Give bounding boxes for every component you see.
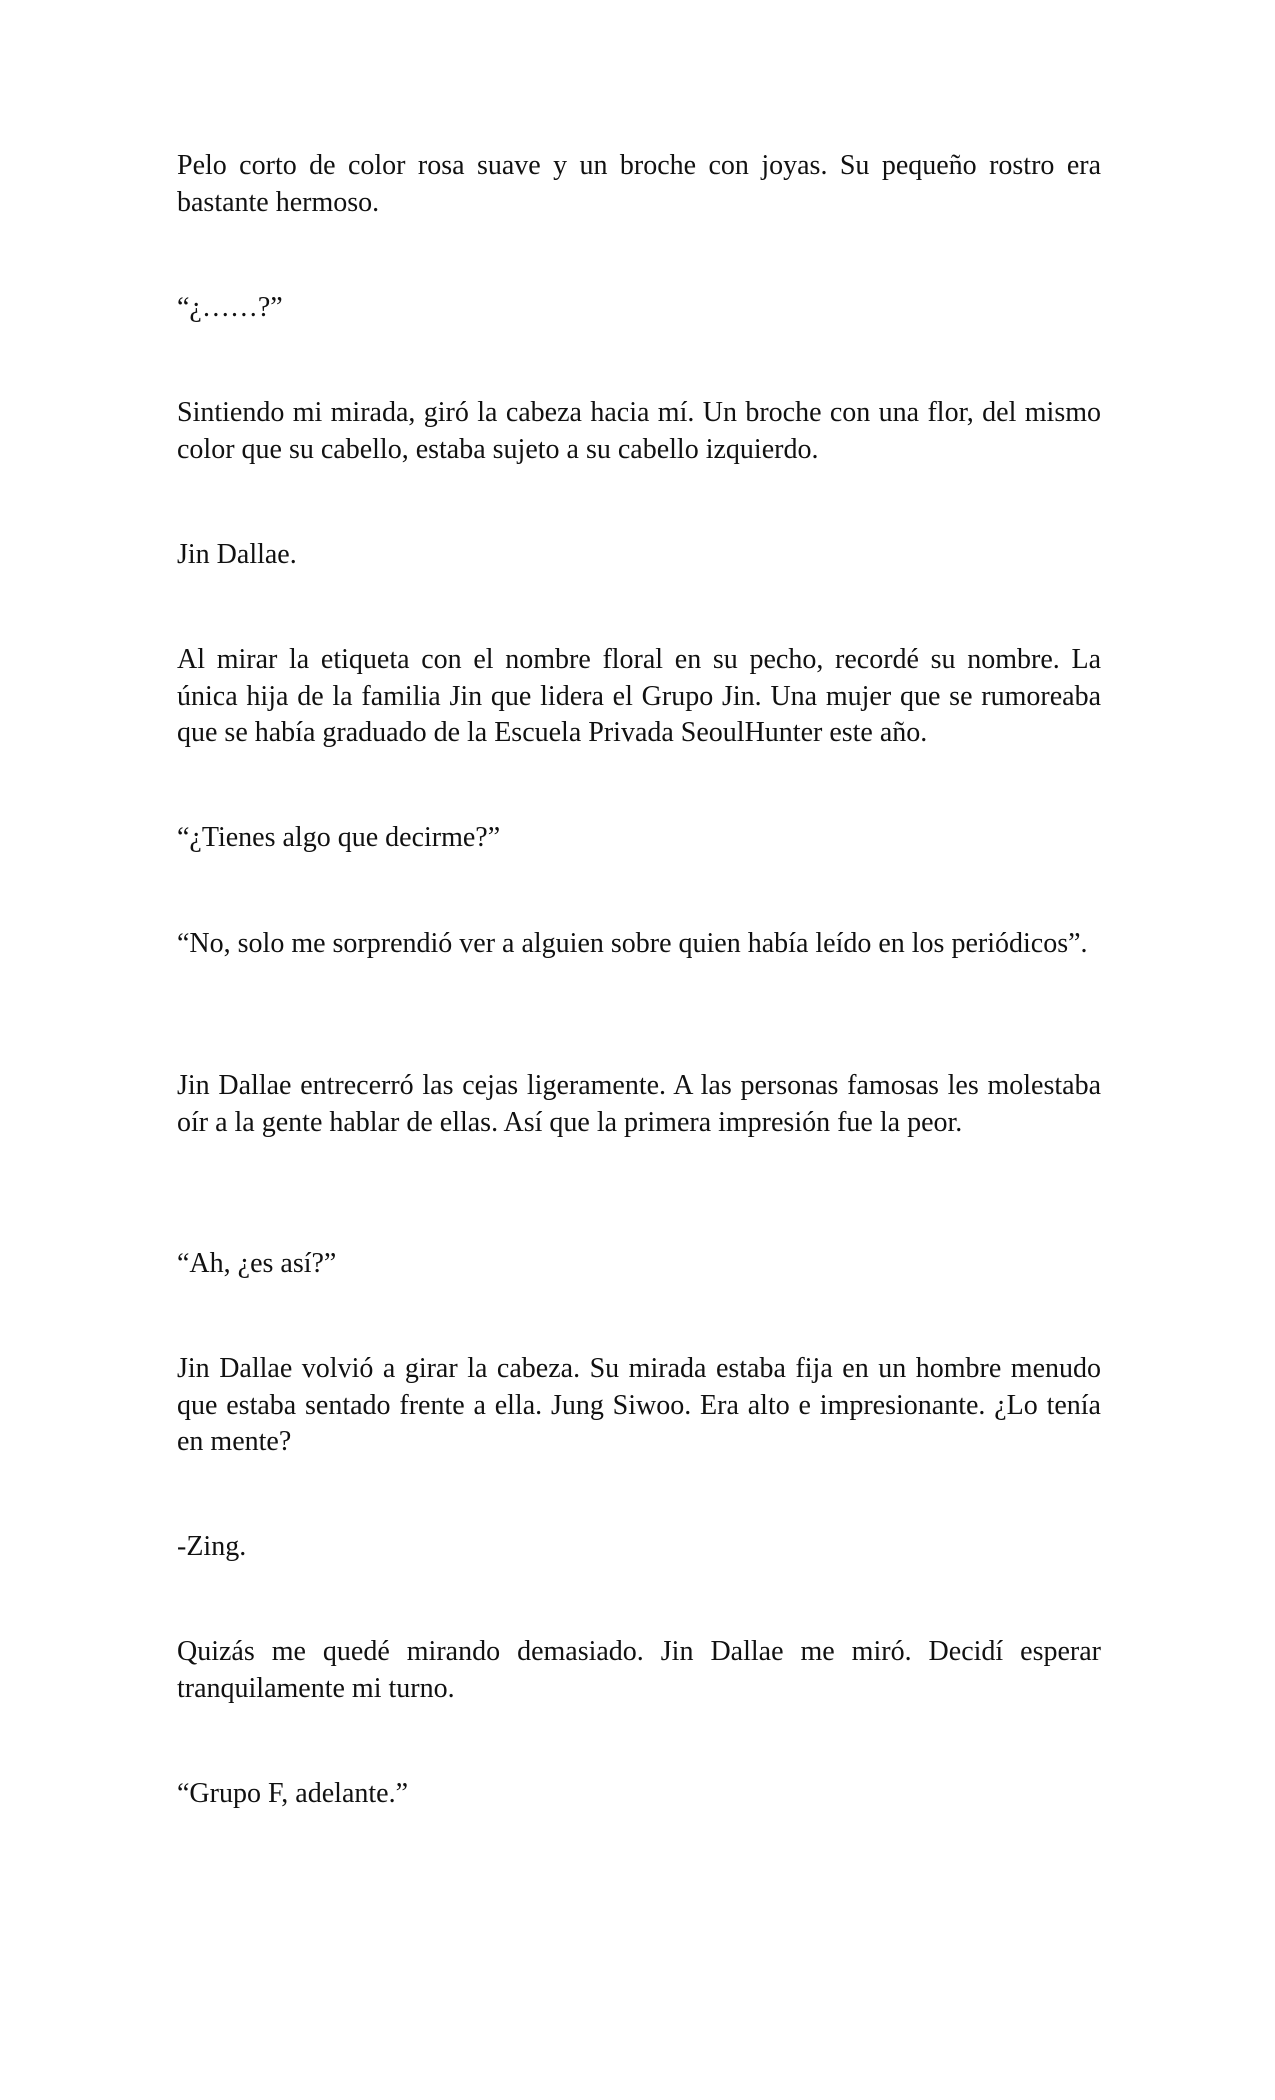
paragraph: Sintiendo mi mirada, giró la cabeza hacia mí. Un broche con una flor, del mismo color que su cabello, estaba sujeto a su cabello izquierdo. [177,397,1101,465]
paragraph: Jin Dallae. [177,539,297,570]
paragraph: Jin Dallae volvió a girar la cabeza. Su mirada estaba fija en un hombre menudo que estaba sentado frente a ella. Jung Siwoo. Era alto e impresionante. ¿Lo tenía en mente? [177,1353,1101,1457]
dialogue-line: “No, solo me sorprendió ver a alguien sobre quien había leído en los periódicos”. [177,928,1088,959]
paragraph: Quizás me quedé mirando demasiado. Jin Dallae me miró. Decidí esperar tranquilamente mi turno. [177,1636,1101,1704]
paragraph: Al mirar la etiqueta con el nombre floral en su pecho, recordé su nombre. La única hija de la familia Jin que lidera el Grupo Jin. Una mujer que se rumoreaba que se había graduado de la Escuela Privada SeoulHunter este año. [177,644,1101,748]
dialogue-line: “¿……?” [177,292,283,323]
dialogue-line: “¿Tienes algo que decirme?” [177,822,501,853]
paragraph: Pelo corto de color rosa suave y un broche con joyas. Su pequeño rostro era bastante hermoso. [177,150,1101,218]
dialogue-line: “Ah, ¿es así?” [177,1248,337,1279]
paragraph: -Zing. [177,1531,247,1562]
dialogue-line: “Grupo F, adelante.” [177,1778,408,1809]
paragraph: Jin Dallae entrecerró las cejas ligeramente. A las personas famosas les molestaba oír a la gente hablar de ellas. Así que la primera impresión fue la peor. [177,1070,1101,1138]
